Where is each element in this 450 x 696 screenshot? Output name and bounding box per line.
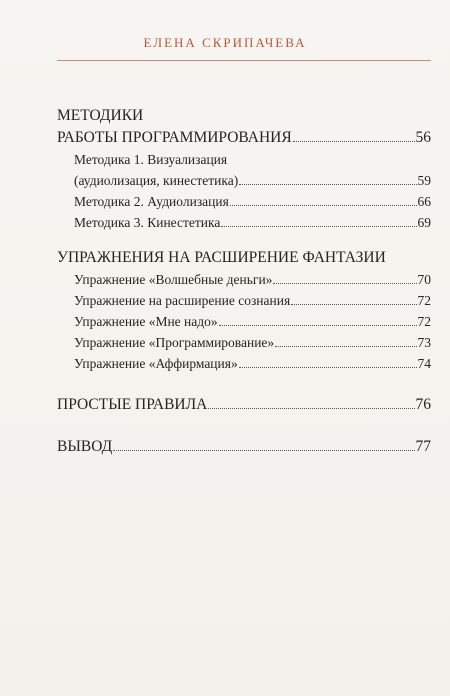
toc-page-number: 70	[417, 272, 431, 287]
toc-leader-dots	[291, 292, 416, 305]
toc-entry[interactable]	[57, 191, 431, 212]
toc-leader-dots	[239, 172, 416, 185]
toc-entry-title: Упражнение «Программирование»	[74, 335, 275, 350]
toc-leader-dots	[275, 334, 416, 347]
toc-leader-dots	[221, 214, 416, 227]
toc-entry-title: РАБОТЫ ПРОГРАММИРОВАНИЯ	[57, 129, 292, 146]
toc-entry[interactable]	[57, 127, 431, 149]
toc-entry-title: Методика 2. Аудиолизация	[74, 194, 229, 209]
toc-page-number: 77	[415, 438, 431, 455]
toc-page-number: 72	[417, 293, 431, 308]
toc-page-number: 72	[417, 314, 431, 329]
toc-entry[interactable]	[57, 170, 431, 191]
toc-page-number: 59	[417, 173, 431, 188]
toc-entry[interactable]	[57, 269, 431, 290]
toc-entry-title: ПРОСТЫЕ ПРАВИЛА	[57, 396, 208, 413]
toc-leader-dots	[208, 394, 414, 409]
toc-entry-title: ВЫВОД	[57, 438, 113, 455]
toc-page-number: 69	[417, 215, 431, 230]
toc-entry-title: Упражнение «Волшебные деньги»	[74, 272, 273, 287]
toc-entry[interactable]	[57, 436, 431, 458]
toc-page-number: 56	[415, 129, 431, 146]
toc-page-number: 66	[417, 194, 431, 209]
toc-page-number: 74	[417, 356, 431, 371]
table-of-contents	[57, 105, 431, 458]
toc-entry-title: Методика 3. Кинестетика	[74, 215, 221, 230]
toc-entry-title: Упражнение «Аффирмация»	[74, 356, 238, 371]
toc-entry-title-line1: Методика 1. Визуализация	[74, 152, 228, 167]
toc-entry-title: (аудиолизация, кинестетика)	[74, 173, 239, 188]
toc-entry[interactable]	[57, 212, 431, 233]
toc-page-number: 76	[415, 396, 431, 413]
toc-page-number: 73	[417, 335, 431, 350]
running-header-author: ЕЛЕНА СКРИПАЧЕВА	[143, 35, 307, 50]
header-rule	[57, 60, 431, 61]
toc-entry[interactable]	[57, 394, 431, 416]
toc-entry[interactable]	[57, 353, 431, 374]
toc-leader-dots	[273, 271, 416, 284]
toc-leader-dots	[293, 127, 415, 142]
toc-entry-title: Упражнение на расширение сознания	[74, 293, 291, 308]
toc-leader-dots	[230, 193, 417, 206]
toc-entry[interactable]	[57, 311, 431, 332]
toc-leader-dots	[113, 436, 414, 451]
toc-leader-dots	[239, 355, 417, 368]
toc-entry[interactable]	[57, 332, 431, 353]
toc-entry[interactable]	[57, 290, 431, 311]
toc-leader-dots	[219, 313, 417, 326]
toc-section-1-heading-line1: МЕТОДИКИ	[57, 107, 144, 124]
toc-section-2-heading: УПРАЖНЕНИЯ НА РАСШИРЕНИЕ ФАНТАЗИИ	[57, 249, 386, 266]
toc-entry-title: Упражнение «Мне надо»	[74, 314, 218, 329]
